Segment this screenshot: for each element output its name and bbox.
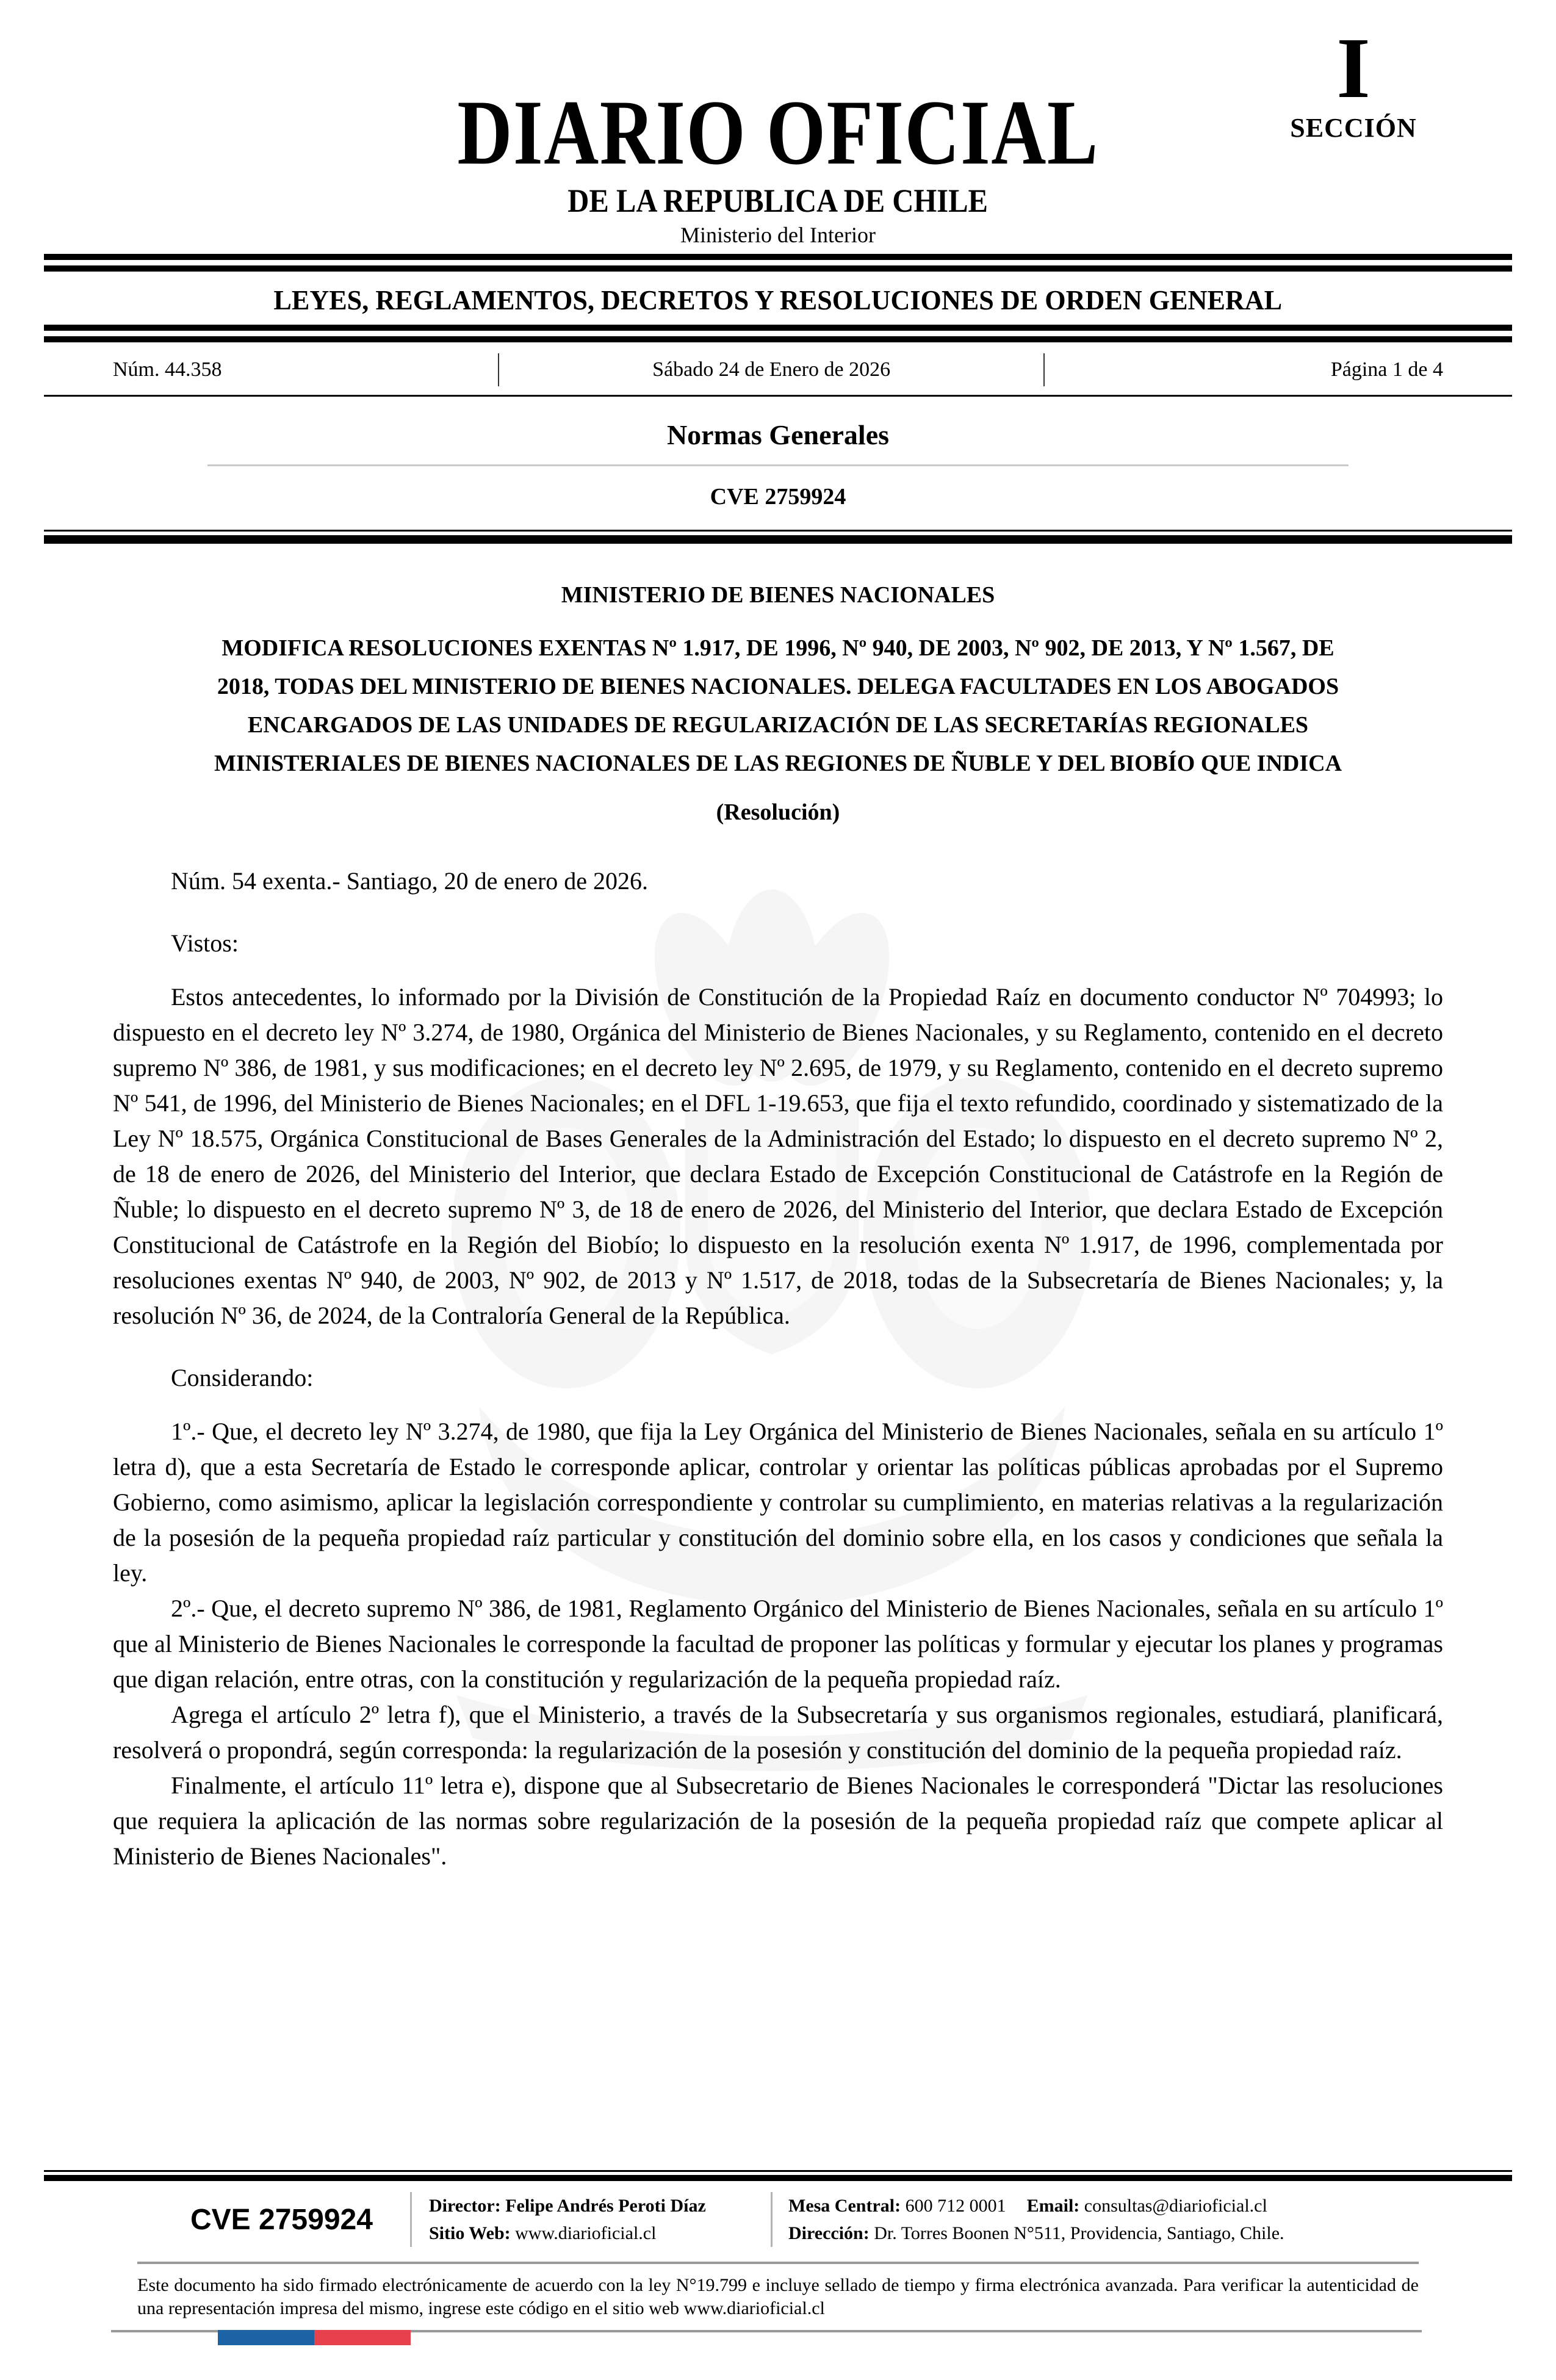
double-rule-banner-bottom xyxy=(44,325,1512,342)
vistos-paragraph: Estos antecedentes, lo informado por la División de Constitución de la Propiedad Raíz en documento conductor Nº 704993; lo dispuesto en el decreto ley Nº 3.274, de 1980, Orgánica del Ministerio de Bienes Nacionales, y su Reglamento, contenido en el decreto supremo Nº 386, de 1981, y sus modificaciones; en el decreto ley Nº 2.695, de 1979, y su Reglamento, contenido en el decreto supremo Nº 541, de 1996, del Ministerio de Bienes Nacionales; en el DFL 1-19.653, que fija el texto refundido, coordinado y sistematizado de la Ley Nº 18.575, Orgánica Constitucional de Bases Generales de la Administración del Estado; lo dispuesto en el decreto supremo Nº 2, de 18 de enero de 2026, del Ministerio del Interior, que declara Estado de Excepción Constitucional de Catástrofe en la Región de Ñuble; lo dispuesto en el decreto supremo Nº 3, de 18 de enero de 2026, del Ministerio del Interior, que declara Estado de Excepción Constitucional de Catástrofe en la Región del Biobío; lo dispuesto en la resolución exenta Nº 1.917, de 1996, complementada por resoluciones exentas Nº 940, de 2003, Nº 902, de 2013 y Nº 1.517, de 2018, todas de la Subsecretaría de Bienes Nacionales; y, la resolución Nº 36, de 2024, de la Contraloría General de la República. xyxy=(113,983,1443,1329)
vistos-label: Vistos: xyxy=(171,929,239,957)
issue-number: Núm. 44.358 xyxy=(113,358,222,381)
phone-value: 600 712 0001 xyxy=(905,2196,1006,2216)
footer-cve: CVE 2759924 xyxy=(190,2203,373,2236)
section-heading: Normas Generales xyxy=(666,419,890,450)
section-numeral: I xyxy=(1336,20,1371,116)
address-value: Dr. Torres Boonen N°511, Providencia, Santiago, Chile. xyxy=(874,2223,1284,2243)
email-value: consultas@diarioficial.cl xyxy=(1084,2196,1267,2216)
gazette-title: DIARIO OFICIAL xyxy=(457,81,1099,184)
footer-rule-thin xyxy=(44,2170,1512,2172)
heavy-rule-bar xyxy=(44,535,1512,544)
phone-label: Mesa Central: xyxy=(788,2196,901,2216)
page-footer xyxy=(44,2170,1512,2345)
issue-date: Sábado 24 de Enero de 2026 xyxy=(652,358,891,381)
footer-gray-rule xyxy=(137,2262,1419,2264)
flag-blue-block xyxy=(218,2330,314,2345)
banner xyxy=(44,272,1512,325)
section-box xyxy=(1253,20,1454,143)
considerando-paragraph: Finalmente, el artículo 11º letra e), dispone que al Subsecretario de Bienes Nacionales le corresponderá "Dictar las resoluciones que requiera la aplicación de las normas sobre regularización de la posesión de la pequeña propiedad raíz que compete aplicar al Ministerio de Bienes Nacionales". xyxy=(113,1771,1443,1870)
document-type: (Resolución) xyxy=(716,799,840,825)
gray-hairline xyxy=(207,464,1349,466)
considerando-paragraph: 1º.- Que, el decreto ley Nº 3.274, de 1980, que fija la Ley Orgánica del Ministerio de Bienes Nacionales, señala en su artículo 1º letra d), que a esta Secretaría de Estado le corresponde aplicar, controlar y orientar las políticas públicas aprobadas por el Supremo Gobierno, como asimismo, aplicar la legislación correspondiente y controlar su cumplimiento, en materias relativas a la regularización de la posesión de la pequeña propiedad raíz particular y constitución del dominio sobre ella, en los casos y condiciones que señala la ley. xyxy=(113,1417,1443,1587)
considerando-label: Considerando: xyxy=(171,1363,314,1391)
section-label: SECCIÓN xyxy=(1290,113,1417,143)
issue-page-indicator: Página 1 de 4 xyxy=(1330,358,1443,381)
flag-red-block xyxy=(314,2330,411,2345)
footer-contact-block xyxy=(773,2192,1512,2247)
footer-director-block xyxy=(412,2192,771,2247)
document-body xyxy=(44,864,1512,1874)
issue-row xyxy=(44,352,1512,388)
masthead xyxy=(44,0,1512,248)
document-title: MODIFICA RESOLUCIONES EXENTAS Nº 1.917, DE 1996, Nº 940, DE 2003, Nº 902, DE 2013, Y Nº 1.567, DE 2018, TODAS DEL MINISTERIO DE BIENES NACIONALES. DELEGA FACULTADES EN LOS ABOGADOS ENCARGADOS DE LAS UNIDADES DE REGULARIZACIÓN DE LAS SECRETARÍAS REGIONALES MINISTERIALES DE BIENES NACIONALES DE LAS REGIONES DE ÑUBLE Y DEL BIOBÍO QUE INDICA xyxy=(214,635,1342,776)
gobierno-flag-logo xyxy=(218,2330,1512,2345)
website-label: Sitio Web: xyxy=(429,2223,511,2243)
footer-info-row xyxy=(44,2192,1512,2247)
address-label: Dirección: xyxy=(788,2223,870,2243)
considerando-paragraph: 2º.- Que, el decreto supremo Nº 386, de 1981, Reglamento Orgánico del Ministerio de Bienes Nacionales, señala en su artículo 1º que al Ministerio de Bienes Nacionales le corresponde la facultad de proponer las políticas y formular y ejecutar los planes y programas que digan relación, entre otras, con la constitución y regularización de la pequeña propiedad raíz. xyxy=(113,1594,1443,1693)
gazette-ministry: Ministerio del Interior xyxy=(680,222,876,247)
signature-disclaimer: Este documento ha sido firmado electrónicamente de acuerdo con la ley N°19.799 e incluye sellado de tiempo y firma electrónica avanzada. Para verificar la autenticidad de una representación impresa del mismo, ingrese este código en el sitio web www.diarioficial.cl xyxy=(137,2275,1419,2318)
cve-heading: CVE 2759924 xyxy=(710,483,846,510)
double-rule-top xyxy=(44,254,1512,272)
email-label: Email: xyxy=(1026,2196,1080,2216)
considerando-paragraph: Agrega el artículo 2º letra f), que el Ministerio, a través de la Subsecretaría y sus organismos regionales, estudiará, planificará, resolverá o propondrá, según corresponda: la regularización de la posesión y constitución del dominio de la pequeña propiedad raíz. xyxy=(113,1700,1443,1764)
heavy-rule-thin xyxy=(44,530,1512,532)
director-name: Felipe Andrés Peroti Díaz xyxy=(505,2196,706,2216)
website-value: www.diarioficial.cl xyxy=(515,2223,657,2243)
gazette-subtitle: DE LA REPUBLICA DE CHILE xyxy=(567,182,989,219)
thin-rule xyxy=(44,395,1512,397)
director-label: Director: xyxy=(429,2196,501,2216)
footer-rule-bar xyxy=(44,2175,1512,2181)
resolution-number-line: Núm. 54 exenta.- Santiago, 20 de enero de 2026. xyxy=(171,867,649,895)
banner-text: LEYES, REGLAMENTOS, DECRETOS Y RESOLUCIONES DE ORDEN GENERAL xyxy=(273,284,1283,316)
ministry-heading: MINISTERIO DE BIENES NACIONALES xyxy=(561,582,995,608)
